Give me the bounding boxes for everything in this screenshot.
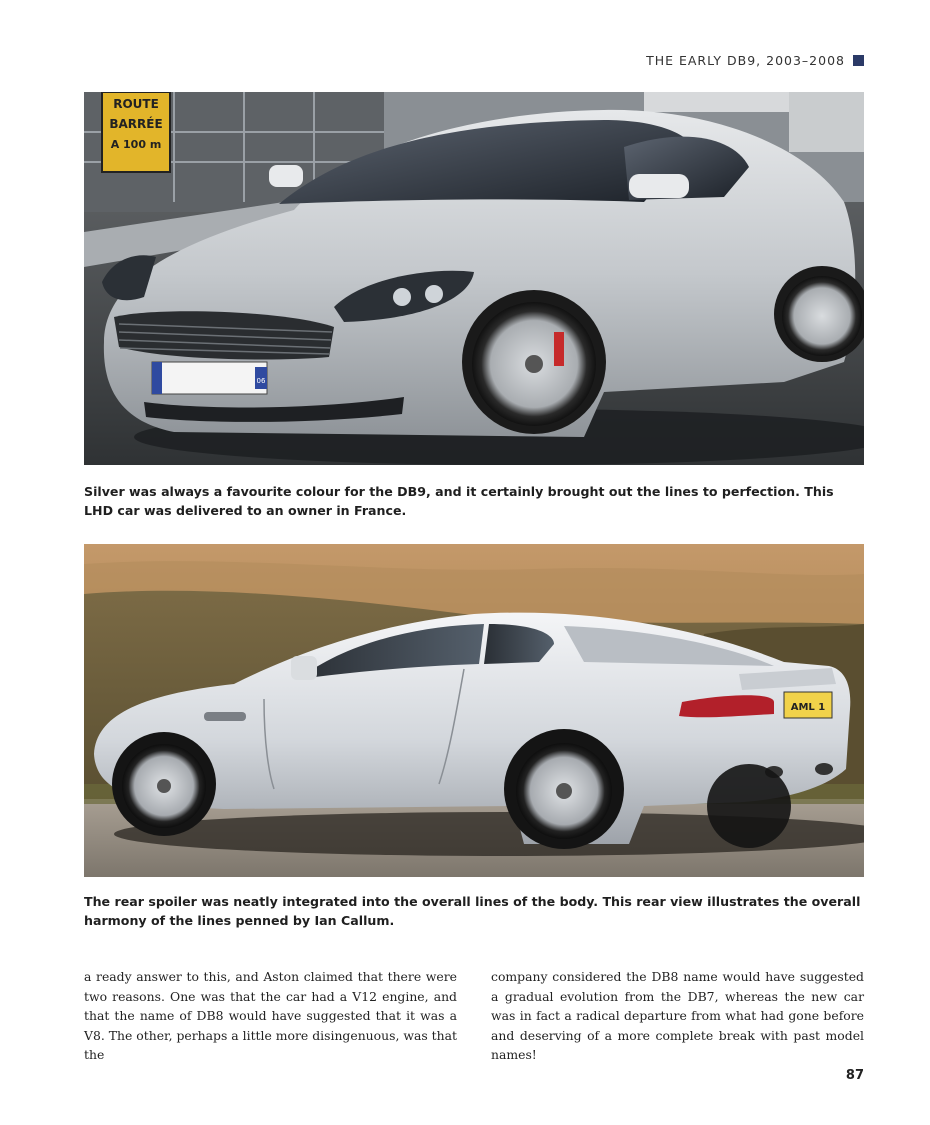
photo-rear-silver-car xyxy=(84,544,864,877)
caption-top: Silver was always a favourite colour for the DB9, and it certainly brought out the lines to perfection. This LHD car was delivered to an owner in France. xyxy=(84,484,834,518)
photo-front-illustration xyxy=(84,92,864,465)
rear-plate-text: AML 1 xyxy=(790,702,826,713)
running-head xyxy=(646,53,864,68)
road-sign-line-1: ROUTE xyxy=(113,97,159,111)
running-head-title: THE EARLY DB9, 2003–2008 xyxy=(646,53,845,68)
body-text-right-column: company considered the DB8 name would have suggested a gradual evolution from the DB7, whereas the new car was in fact a radical departure from what had gone before and deserving of a more complete break with past model names! xyxy=(491,969,864,1063)
accent-square-icon xyxy=(853,55,864,66)
caption-bottom: The rear spoiler was neatly integrated into the overall lines of the body. This rear view illustrates the overall harmony of the lines penned by Ian Callum. xyxy=(84,894,861,928)
photo-front-silver-car xyxy=(84,92,864,465)
road-sign-line-2: BARRÉE xyxy=(109,117,163,131)
photo-rear-illustration xyxy=(84,544,864,877)
body-text-left-column: a ready answer to this, and Aston claimed that there were two reasons. One was that the car had a V12 engine, and that the name of DB8 would have suggested that it was a V8. The other, perhaps a little more disingenuous, was that the xyxy=(84,969,457,1063)
page-number: 87 xyxy=(845,1068,864,1083)
road-sign-line-3: A 100 m xyxy=(110,138,162,151)
front-plate-dept: 06 xyxy=(256,377,266,385)
